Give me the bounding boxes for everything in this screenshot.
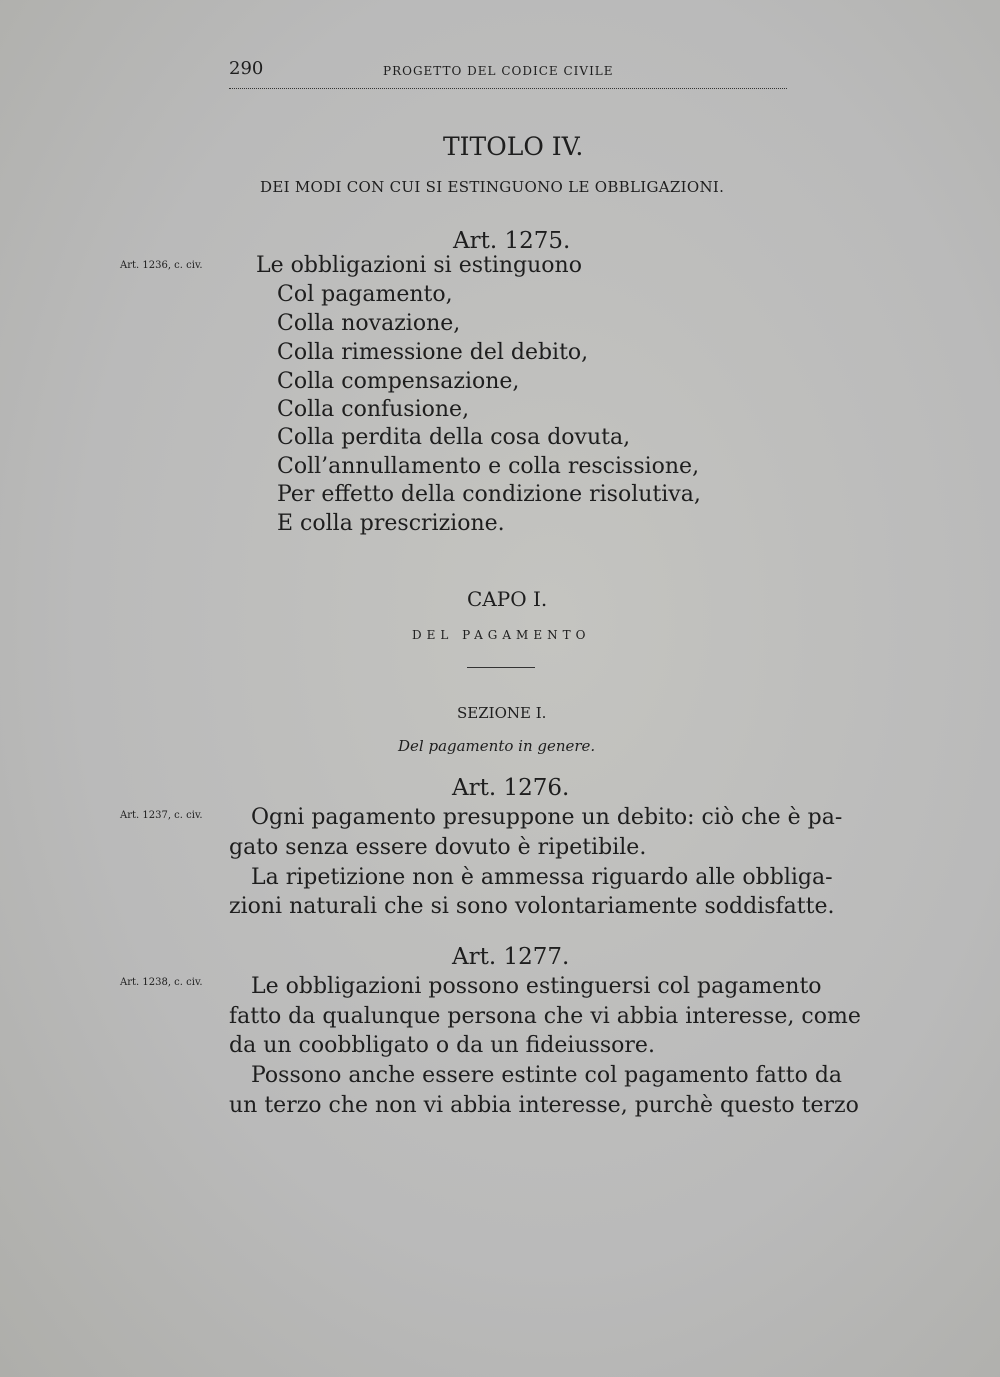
capo-heading: CAPO I. [467, 587, 548, 611]
article-1276-line: La ripetizione non è ammessa riguardo alle obbliga- [251, 865, 833, 890]
page-number: 290 [229, 58, 264, 79]
title-heading: TITOLO IV. [443, 132, 584, 161]
article-1277-line: Le obbligazioni possono estinguersi col pagamento [251, 974, 822, 999]
article-1275-line: Colla novazione, [277, 311, 461, 336]
article-1275-line: Colla confusione, [277, 397, 470, 422]
article-1275-line: Colla perdita della cosa dovuta, [277, 425, 631, 450]
article-1275-line: Per effetto della condizione risolutiva, [277, 482, 701, 507]
article-1275-line: Colla compensazione, [277, 369, 520, 394]
article-1276-line: Ogni pagamento presuppone un debito: ciò che è pa- [251, 805, 843, 830]
article-1277-heading: Art. 1277. [452, 944, 570, 970]
title-subheading: DEI MODI CON CUI SI ESTINGUONO LE OBBLIGAZIONI. [260, 178, 725, 196]
article-1277-line: un terzo che non vi abbia interesse, purchè questo terzo [229, 1093, 859, 1118]
running-title: PROGETTO DEL CODICE CIVILE [383, 64, 614, 78]
article-1276-heading: Art. 1276. [452, 775, 570, 801]
article-1275-line: Coll’annullamento e colla rescissione, [277, 454, 700, 479]
article-1277-margin-ref: Art. 1238, c. civ. [120, 977, 203, 988]
section-heading: SEZIONE I. [457, 704, 547, 722]
capo-rule [467, 667, 535, 668]
article-1275-line: Colla rimessione del debito, [277, 340, 589, 365]
article-1275-line: Col pagamento, [277, 282, 453, 307]
article-1275-heading: Art. 1275. [453, 228, 571, 254]
article-1277-line: fatto da qualunque persona che vi abbia interesse, come [229, 1004, 861, 1029]
article-1276-margin-ref: Art. 1237, c. civ. [120, 810, 203, 821]
article-1277-line: Possono anche essere estinte col pagamento fatto da [251, 1063, 843, 1088]
article-1275-margin-ref: Art. 1236, c. civ. [120, 260, 203, 271]
article-1277-line: da un coobbligato o da un fideiussore. [229, 1033, 655, 1058]
article-1275-line: Le obbligazioni si estinguono [256, 253, 582, 278]
section-subheading: Del pagamento in genere. [398, 737, 596, 755]
article-1276-line: gato senza essere dovuto è ripetibile. [229, 835, 647, 860]
article-1275-line: E colla prescrizione. [277, 511, 505, 536]
header-rule [229, 88, 787, 89]
article-1276-line: zioni naturali che si sono volontariamente soddisfatte. [229, 894, 835, 919]
capo-subheading: DEL PAGAMENTO [412, 628, 591, 642]
